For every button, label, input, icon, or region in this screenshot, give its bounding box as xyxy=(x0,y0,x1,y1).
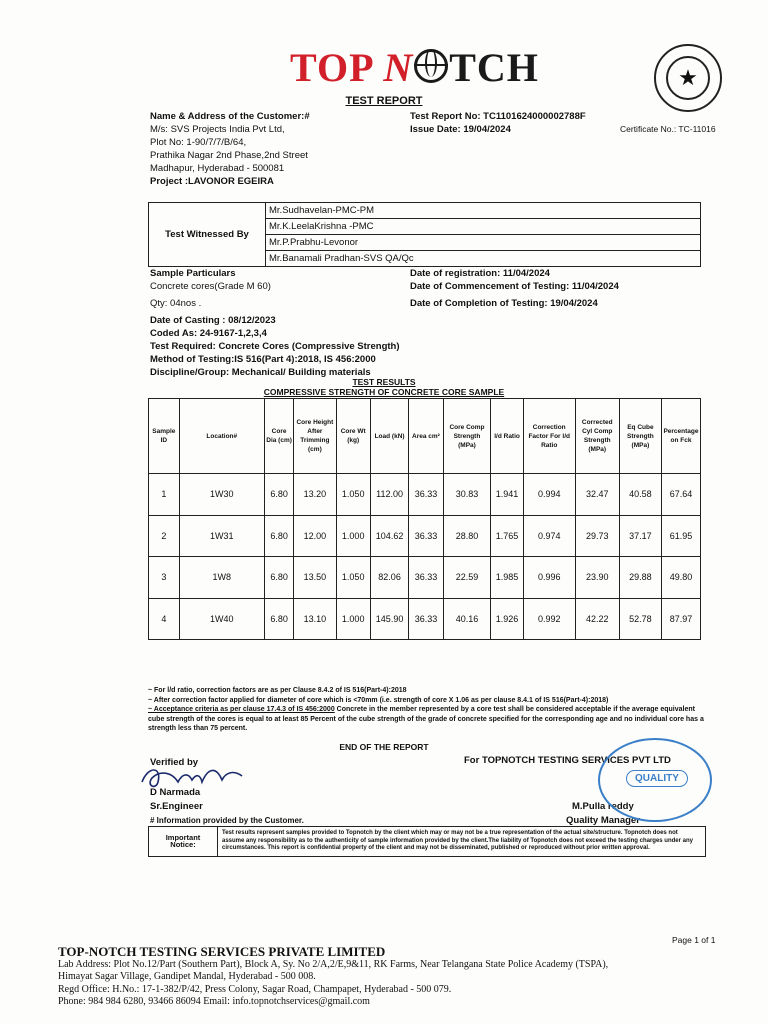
table-row xyxy=(149,515,701,557)
table-cell: 6.80 xyxy=(264,557,293,599)
table-cell: 2 xyxy=(149,515,180,557)
company-stamp-icon: QUALITY xyxy=(598,738,712,822)
report-number: Test Report No: TC1101624000002788F xyxy=(410,111,586,122)
end-of-report: END OF THE REPORT xyxy=(339,742,429,752)
sample-particulars: Sample Particulars Concrete cores(Grade M 60) Qty: 04nos . Date of Casting : 08/12/2023 Coded As: 24-9167-1,2,3,4 Test Required: Concrete Cores (Compressive Strength) Method of Testing:IS 516(Part 4):2018, IS 456:2000 Discipline/Group: Mechanical/ Building materials xyxy=(150,268,400,378)
table-cell: 87.97 xyxy=(661,598,700,640)
results-table xyxy=(148,398,701,640)
accreditation-seal-icon: ★ xyxy=(654,44,722,112)
footer: TOP-NOTCH TESTING SERVICES PRIVATE LIMITED Lab Address: Plot No.12/Part (Southern Part), Block A, Sy. No 2/A,2/E,9&11, RK Farms, Near Telangana State Police Academy (TSPA), Himayat Sagar Village, Gandipet Mandal, Hyderabad - 500 008. Regd Office: H.No.: 17-1-382/P/42, Press Colony, Sagar Road, Champapet, Hyderabad - 500 079. Phone: 984 984 6280, 93466 86094 Email: info.topnotchservices@gmail.com xyxy=(58,946,738,1009)
witness-name: Mr.Sudhavelan-PMC-PM xyxy=(266,203,701,219)
table-cell: 32.47 xyxy=(575,474,619,516)
issue-date: Issue Date: 19/04/2024 xyxy=(410,124,511,135)
table-cell: 82.06 xyxy=(370,557,408,599)
important-notice: Important Notice: Test results represent samples provided to Topnotch by the client which may or may not be a true representation of the actual site/structure. Topnotch does not assume any responsibility as to the authenticity of sample information provided by the client.The liability of Topnotch does not exceed the testing charges under any circumstances. This report is confidential property of the client and may not be disseminated, published or reproduced without prior written approval. xyxy=(148,826,706,857)
table-cell: 28.80 xyxy=(443,515,491,557)
table-cell: 1.926 xyxy=(491,598,523,640)
quality-manager-role: Quality Manager xyxy=(566,815,640,826)
table-cell: 1.050 xyxy=(336,474,370,516)
column-header: Corrected Cyl Comp Strength (MPa) xyxy=(575,399,619,474)
table-cell: 3 xyxy=(149,557,180,599)
column-header: Correction Factor For l/d Ratio xyxy=(523,399,575,474)
column-header: Core Comp Strength (MPa) xyxy=(443,399,491,474)
table-cell: 145.90 xyxy=(370,598,408,640)
table-cell: 6.80 xyxy=(264,515,293,557)
certificate-number: Certificate No.: TC-11016 xyxy=(620,124,716,134)
table-cell: 0.974 xyxy=(523,515,575,557)
test-dates: Date of registration: 11/04/2024 Date of Commencement of Testing: 11/04/2024 Date of Completion of Testing: 19/04/2024 xyxy=(410,268,619,309)
table-cell: 36.33 xyxy=(409,557,443,599)
table-cell: 1.985 xyxy=(491,557,523,599)
table-cell: 112.00 xyxy=(370,474,408,516)
table-cell: 6.80 xyxy=(264,598,293,640)
table-row xyxy=(149,557,701,599)
table-cell: 1.765 xyxy=(491,515,523,557)
table-cell: 49.80 xyxy=(661,557,700,599)
witness-name: Mr.K.LeelaKrishna -PMC xyxy=(266,219,701,235)
globe-icon xyxy=(414,49,448,83)
results-heading: TEST RESULTS COMPRESSIVE STRENGTH OF CONCRETE CORE SAMPLE xyxy=(263,377,505,397)
table-cell: 6.80 xyxy=(264,474,293,516)
result-notes: ~ For l/d ratio, correction factors are as per Clause 8.4.2 of IS 516(Part-4):2018 ~ After correction factor applied for diameter of core which is <70mm (i.e. strength of core X 1.06 as per clause 8.4.1 of IS 516(Part-4):2018) ~ Acceptance criteria as per clause 17.4.3 of IS 456:2000 Concrete in the member represented by a core test shall be considered acceptable if the average equivalent cube strength of the cores is equal to at least 85 Percent of the cube strength of the grade of concrete specified for the corresponding age and no individual core has a strength less than 75 percent. xyxy=(148,687,704,732)
verifier-role: Sr.Engineer xyxy=(150,801,203,812)
table-cell: 40.16 xyxy=(443,598,491,640)
table-cell: 1W31 xyxy=(179,515,264,557)
page-title: TEST REPORT xyxy=(345,95,423,107)
report-meta xyxy=(410,110,586,136)
table-cell: 22.59 xyxy=(443,557,491,599)
column-header: Load (kN) xyxy=(370,399,408,474)
company-logo: TOP N TCH xyxy=(290,45,539,90)
table-cell: 1.000 xyxy=(336,515,370,557)
table-cell: 1.941 xyxy=(491,474,523,516)
table-cell: 29.88 xyxy=(619,557,661,599)
column-header: Area cm² xyxy=(409,399,443,474)
table-cell: 42.22 xyxy=(575,598,619,640)
column-header: Location# xyxy=(179,399,264,474)
table-cell: 37.17 xyxy=(619,515,661,557)
table-row xyxy=(149,474,701,516)
verified-by: Verified by xyxy=(150,757,199,768)
table-cell: 12.00 xyxy=(294,515,336,557)
table-cell: 61.95 xyxy=(661,515,700,557)
table-cell: 1.050 xyxy=(336,557,370,599)
table-cell: 1.000 xyxy=(336,598,370,640)
page-number: Page 1 of 1 xyxy=(672,935,716,945)
company-signoff: For TOPNOTCH TESTING SERVICES PVT LTD xyxy=(464,755,671,766)
customer-info-note: # Information provided by the Customer. xyxy=(150,816,304,825)
table-cell: 36.33 xyxy=(409,474,443,516)
column-header: l/d Ratio xyxy=(491,399,523,474)
witness-name: Mr.Banamali Pradhan-SVS QA/Qc xyxy=(266,251,701,267)
quality-manager-name: M.Pulla reddy xyxy=(572,801,634,812)
table-cell: 67.64 xyxy=(661,474,700,516)
table-cell: 1W30 xyxy=(179,474,264,516)
column-header: Sample ID xyxy=(149,399,180,474)
project-name: Project :LAVONOR EGEIRA xyxy=(150,176,274,187)
column-header: Percentage on Fck xyxy=(661,399,700,474)
table-cell: 0.992 xyxy=(523,598,575,640)
witness-name: Mr.P.Prabhu-Levonor xyxy=(266,235,701,251)
column-header: Eq Cube Strength (MPa) xyxy=(619,399,661,474)
customer-block: Name & Address of the Customer:# M/s: SVS Projects India Pvt Ltd, Plot No: 1-90/7/7/B/64, Prathika Nagar 2nd Phase,2nd Street Madhapur, Hyderabad - 500081 Project :LAVONOR EGEIRA xyxy=(150,111,310,187)
table-cell: 40.58 xyxy=(619,474,661,516)
table-cell: 13.10 xyxy=(294,598,336,640)
table-cell: 4 xyxy=(149,598,180,640)
table-cell: 13.50 xyxy=(294,557,336,599)
table-cell: 0.994 xyxy=(523,474,575,516)
table-cell: 0.996 xyxy=(523,557,575,599)
table-cell: 36.33 xyxy=(409,515,443,557)
table-row xyxy=(149,598,701,640)
table-cell: 36.33 xyxy=(409,598,443,640)
column-header: Core Dia (cm) xyxy=(264,399,293,474)
verifier-name: D Narmada xyxy=(150,787,201,798)
table-cell: 23.90 xyxy=(575,557,619,599)
column-header: Core Height After Trimming (cm) xyxy=(294,399,336,474)
table-cell: 52.78 xyxy=(619,598,661,640)
footer-company: TOP-NOTCH TESTING SERVICES PRIVATE LIMITED xyxy=(58,944,386,959)
witness-table: Test Witnessed By Mr.Sudhavelan-PMC-PM Mr.K.LeelaKrishna -PMC Mr.P.Prabhu-Levonor Mr.Banamali Pradhan-SVS QA/Qc xyxy=(148,202,701,267)
table-cell: 1W8 xyxy=(179,557,264,599)
table-cell: 1 xyxy=(149,474,180,516)
table-cell: 13.20 xyxy=(294,474,336,516)
table-cell: 1W40 xyxy=(179,598,264,640)
table-cell: 29.73 xyxy=(575,515,619,557)
table-cell: 104.62 xyxy=(370,515,408,557)
column-header: Core Wt (kg) xyxy=(336,399,370,474)
table-cell: 30.83 xyxy=(443,474,491,516)
